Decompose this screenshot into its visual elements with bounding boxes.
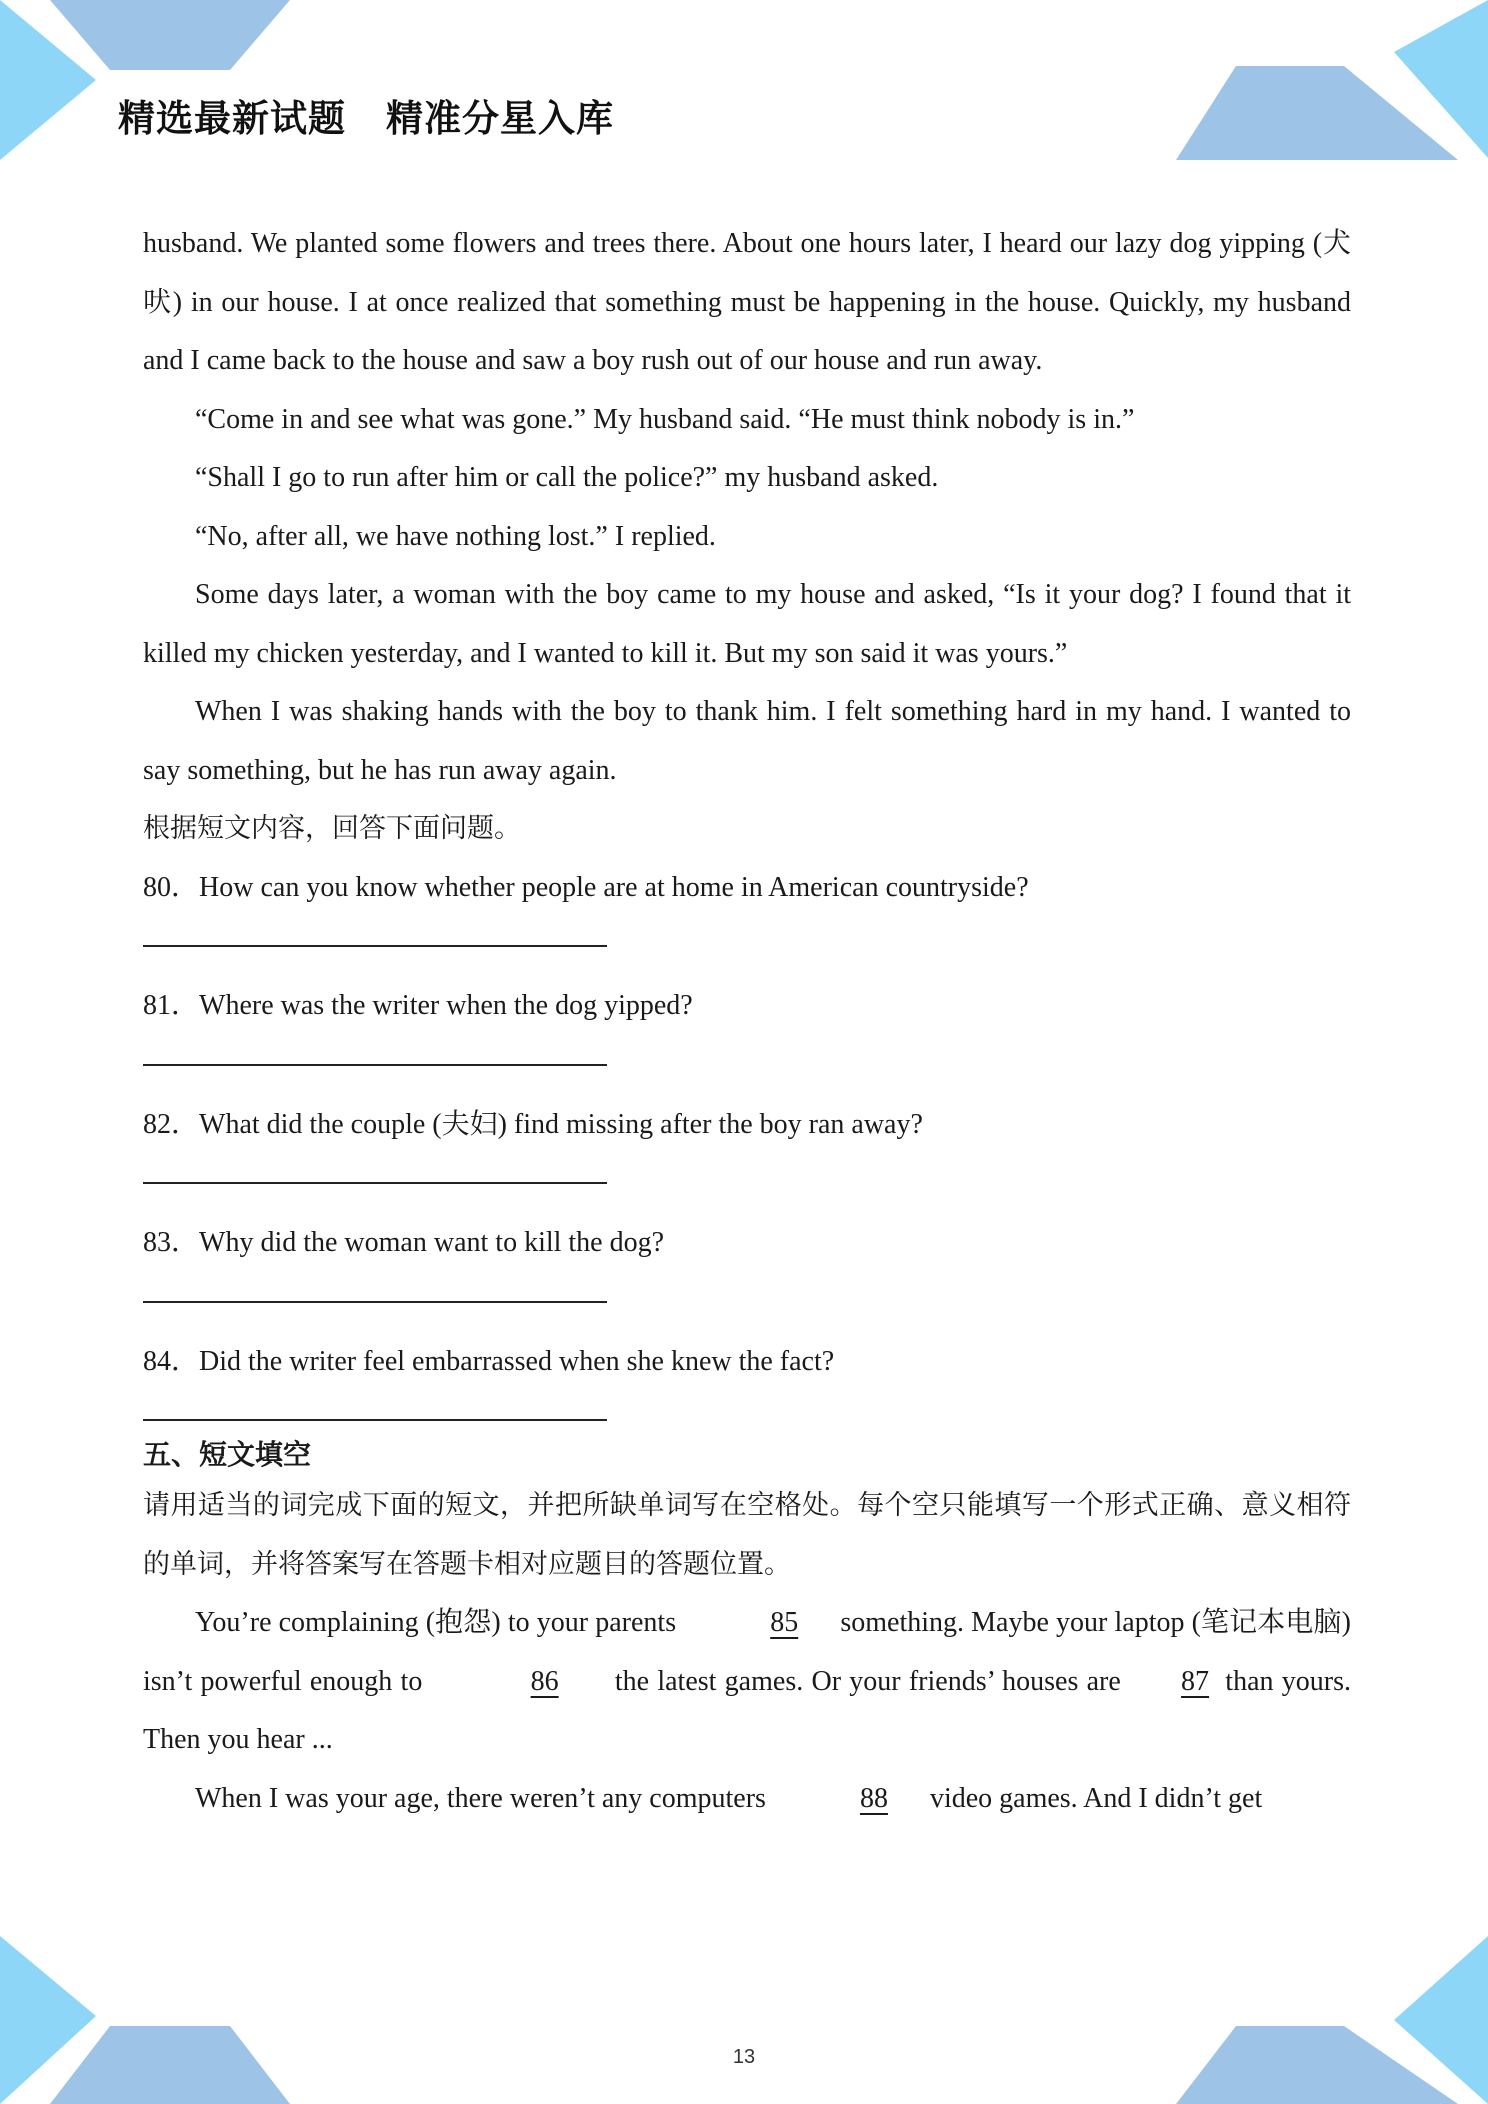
document-body <box>143 215 1351 1828</box>
deco-bottom-left-triangle <box>0 1936 96 2104</box>
cloze-text: than yours. Then you hear ... <box>143 1665 1351 1755</box>
answer-line[interactable] <box>143 1064 607 1066</box>
header-title <box>118 88 614 142</box>
passage-paragraph-6: When I was shaking hands with the boy to thank him. I felt something hard in my hand. I wanted to say something, but he has run away again. <box>143 696 1351 786</box>
blank-88[interactable]: 88 <box>859 1782 888 1814</box>
answer-line[interactable] <box>143 1419 607 1421</box>
question-number: 83． <box>143 1227 200 1258</box>
question-84 <box>143 1333 1351 1422</box>
question-text: How can you know whether people are at home in American countryside? <box>199 871 1029 903</box>
answer-line[interactable] <box>143 945 607 947</box>
cloze-text: When I was your age, there weren’t any computers <box>195 1782 773 1814</box>
deco-top-right-trapezoid <box>1176 66 1458 160</box>
question-number: 80． <box>143 871 200 903</box>
passage-paragraph-5: Some days later, a woman with the boy came to my house and asked, “Is it your dog? I found that it killed my chicken yesterday, and I wanted to kill it. But my son said it was yours.” <box>143 579 1351 669</box>
cloze-text: You’re complaining (抱怨) to your parents <box>195 1607 684 1638</box>
header-title-left: 精选最新试题 <box>118 97 346 140</box>
passage-paragraph-1: husband. We planted some flowers and trees there. About one hours later, I heard our lazy dog yipping (犬吠) in our house. I at once realized that something must be happening in the house. Quickly, my husband and I came back to the house and saw a boy rush out of our house and run away. <box>143 228 1351 376</box>
question-text: What did the couple (夫妇) find missing after the boy ran away? <box>199 1108 923 1140</box>
page-number: 13 <box>732 2046 756 2068</box>
deco-top-right-triangle <box>1394 0 1488 158</box>
question-number: 81． <box>143 990 200 1021</box>
passage-paragraph-2: “Come in and see what was gone.” My husband said. “He must think nobody is in.” <box>195 403 1135 435</box>
question-80 <box>143 859 1351 948</box>
question-text: Did the writer feel embarrassed when she knew the fact? <box>199 1345 835 1377</box>
deco-top-left-trapezoid <box>50 0 290 70</box>
deco-top-left-triangle <box>0 0 96 160</box>
blank-87[interactable]: 87 <box>1181 1665 1210 1697</box>
header-title-right: 精准分星入库 <box>386 97 614 140</box>
answer-line[interactable] <box>143 1301 607 1303</box>
question-81 <box>143 977 1351 1066</box>
question-number: 82． <box>143 1108 200 1140</box>
blank-85[interactable]: 85 <box>770 1607 799 1638</box>
question-83 <box>143 1214 1351 1303</box>
question-82 <box>143 1096 1351 1185</box>
passage-paragraph-4: “No, after all, we have nothing lost.” I replied. <box>195 520 716 552</box>
cloze-text: something. Maybe your laptop (笔记本电脑) isn’t powerful enough to <box>143 1607 1352 1697</box>
answer-line[interactable] <box>143 1182 607 1184</box>
cloze-paragraph-1 <box>143 1594 1351 1770</box>
question-text: Where was the writer when the dog yipped? <box>199 990 693 1021</box>
cloze-text: the latest games. Or your friends’ houses are <box>606 1665 1130 1697</box>
question-instruction: 根据短文内容，回答下面问题。 <box>143 813 521 844</box>
cloze-text: video games. And I didn’t get <box>922 1782 1263 1814</box>
question-number: 84． <box>143 1345 200 1377</box>
deco-bottom-right-triangle <box>1394 1936 1488 2104</box>
section-5-heading: 五、短文填空 <box>143 1438 312 1471</box>
passage-paragraph-3: “Shall I go to run after him or call the police?” my husband asked. <box>195 462 939 493</box>
section-5-instruction: 请用适当的词完成下面的短文，并把所缺单词写在空格处。每个空只能填写一个形式正确、意义相符的单词，并将答案写在答题卡相对应题目的答题位置。 <box>143 1490 1351 1580</box>
blank-86[interactable]: 86 <box>530 1665 559 1697</box>
cloze-paragraph-2 <box>143 1770 1351 1829</box>
question-text: Why did the woman want to kill the dog? <box>199 1227 665 1258</box>
